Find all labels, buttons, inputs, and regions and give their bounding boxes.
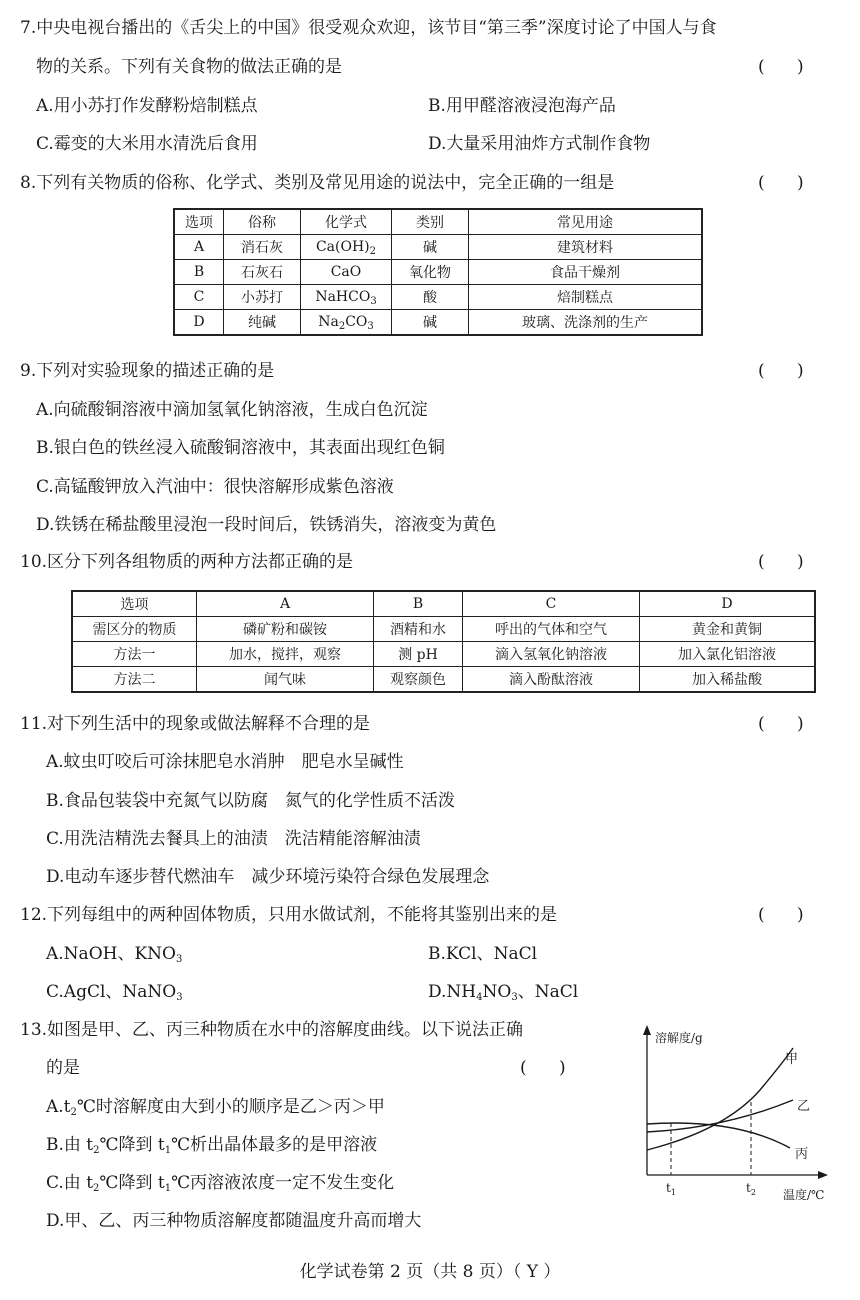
q10-table — [71, 590, 816, 693]
q12-option-d: $D.NH_4NO_3$、NaCl — [428, 982, 579, 1003]
table-cell: 碱 — [392, 235, 469, 260]
q7-stem-line2: 物的关系。下列有关食物的做法正确的是 — [36, 57, 342, 77]
table-header-cell: C — [463, 591, 640, 617]
table-cell: 磷矿粉和碳铵 — [197, 617, 374, 642]
table-row — [174, 310, 702, 336]
table-cell: 滴入氢氧化钠溶液 — [463, 642, 640, 667]
q7-answer-paren: ( ) — [758, 57, 804, 77]
q11-option-a: A.蚊虫叮咬后可涂抹肥皂水消肿 肥皂水呈碱性 — [46, 752, 404, 772]
table-header-cell: A — [197, 591, 374, 617]
table-cell: $Na_2CO_3$ — [301, 310, 392, 336]
solubility-graph — [625, 1020, 850, 1200]
table-cell: 氧化物 — [392, 260, 469, 285]
q11-option-b: B.食品包装袋中充氮气以防腐 氮气的化学性质不活泼 — [46, 791, 455, 811]
table-cell: 加入稀盐酸 — [640, 667, 816, 693]
x-axis-arrow — [818, 1171, 828, 1179]
q13-option-c: C.由 $t_2℃$降到 $t_1℃$丙溶液浓度一定不发生变化 — [46, 1173, 395, 1194]
q10-answer-paren: ( ) — [758, 552, 804, 572]
page-footer: 化学试卷第 2 页（共 8 页）（ Y ） — [299, 1262, 561, 1282]
table-header-cell: 化学式 — [301, 209, 392, 235]
t2-label: $t_2$ — [746, 1181, 756, 1197]
q11-option-d: D.电动车逐步替代燃油车 减少环境污染符合绿色发展理念 — [46, 867, 490, 887]
curve-label-jia: 甲 — [785, 1052, 799, 1067]
q13-stem-line2: 的是 — [46, 1058, 80, 1078]
table-header-cell: 俗称 — [224, 209, 301, 235]
table-row — [174, 260, 702, 285]
table-cell: 玻璃、洗涤剂的生产 — [469, 310, 703, 336]
x-axis-label: 温度/℃ — [783, 1188, 825, 1200]
table-cell: 滴入酚酞溶液 — [463, 667, 640, 693]
table-header-cell: B — [374, 591, 463, 617]
y-axis-arrow — [643, 1025, 651, 1035]
q12-option-a: A.NaOH、$KNO_3$ — [46, 944, 183, 965]
q13-option-d: D.甲、乙、丙三种物质溶解度都随温度升高而增大 — [46, 1211, 422, 1231]
table-row — [72, 642, 815, 667]
table-cell: 石灰石 — [224, 260, 301, 285]
table-cell: 加水，搅拌，观察 — [197, 642, 374, 667]
table-cell: C — [174, 285, 224, 310]
table-header-cell: 选项 — [174, 209, 224, 235]
table-cell: 测 pH — [374, 642, 463, 667]
table-cell: A — [174, 235, 224, 260]
curve-yi — [647, 1100, 793, 1132]
q8-answer-paren: ( ) — [758, 173, 804, 193]
q12-option-c: C.AgCl、NaNO$_3$ — [46, 982, 183, 1003]
table-cell: 黄金和黄铜 — [640, 617, 816, 642]
table-cell: $Ca(OH)_2$ — [301, 235, 392, 260]
table-cell: 建筑材料 — [469, 235, 703, 260]
y-axis-label: 溶解度/g — [655, 1031, 703, 1045]
table-cell: 加入氯化铝溶液 — [640, 642, 816, 667]
table-header-row — [72, 591, 815, 617]
table-cell: 纯碱 — [224, 310, 301, 336]
table-cell: 小苏打 — [224, 285, 301, 310]
table-cell: 焙制糕点 — [469, 285, 703, 310]
q9-stem: 9.下列对实验现象的描述正确的是 — [20, 361, 275, 381]
table-cell: 方法二 — [72, 667, 197, 693]
q8-stem: 8.下列有关物质的俗称、化学式、类别及常见用途的说法中，完全正确的一组是 — [20, 173, 615, 193]
q13-option-a: $A.t_2℃$时溶解度由大到小的顺序是乙＞丙＞甲 — [46, 1097, 385, 1118]
table-cell: NaHCO$_3$ — [301, 285, 392, 310]
table-cell: 需区分的物质 — [72, 617, 197, 642]
table-cell: 碱 — [392, 310, 469, 336]
q11-option-c: C.用洗洁精洗去餐具上的油渍 洗洁精能溶解油渍 — [46, 829, 421, 849]
q13-option-b: B.由 $t_2℃$降到 $t_1℃$析出晶体最多的是甲溶液 — [46, 1135, 378, 1156]
table-cell: 闻气味 — [197, 667, 374, 693]
table-cell: 消石灰 — [224, 235, 301, 260]
q7-option-d: D.大量采用油炸方式制作食物 — [428, 134, 651, 154]
q11-stem: 11.对下列生活中的现象或做法解释不合理的是 — [20, 714, 371, 734]
table-cell: D — [174, 310, 224, 336]
curve-label-yi: 乙 — [797, 1099, 811, 1114]
table-row — [72, 667, 815, 693]
q7-option-c: C.霉变的大米用水清洗后食用 — [36, 134, 258, 154]
table-cell: 呼出的气体和空气 — [463, 617, 640, 642]
table-header-row — [174, 209, 702, 235]
table-header-cell: D — [640, 591, 816, 617]
q12-option-b: B.KCl、NaCl — [428, 944, 538, 964]
q9-option-a: A.向硫酸铜溶液中滴加氢氧化钠溶液，生成白色沉淀 — [36, 400, 428, 420]
q8-table — [173, 208, 703, 336]
q7-option-b: B.用甲醛溶液浸泡海产品 — [428, 96, 616, 116]
table-cell: B — [174, 260, 224, 285]
q9-option-d: D.铁锈在稀盐酸里浸泡一段时间后，铁锈消失，溶液变为黄色 — [36, 515, 497, 535]
q11-answer-paren: ( ) — [758, 714, 804, 734]
table-cell: 方法一 — [72, 642, 197, 667]
table-cell: 观察颜色 — [374, 667, 463, 693]
table-row — [72, 617, 815, 642]
curve-label-bing: 丙 — [795, 1147, 809, 1162]
table-cell: 食品干燥剂 — [469, 260, 703, 285]
q12-stem: 12.下列每组中的两种固体物质，只用水做试剂，不能将其鉴别出来的是 — [20, 905, 558, 925]
q9-option-b: B.银白色的铁丝浸入硫酸铜溶液中，其表面出现红色铜 — [36, 438, 445, 458]
t1-label: $t_1$ — [666, 1181, 676, 1197]
q9-option-c: C.高锰酸钾放入汽油中：很快溶解形成紫色溶液 — [36, 477, 394, 497]
table-row — [174, 235, 702, 260]
q7-option-a: A.用小苏打作发酵粉焙制糕点 — [36, 96, 258, 116]
q7-stem-line1: 7.中央电视台播出的《舌尖上的中国》很受观众欢迎，该节目“第三季”深度讨论了中国人与食 — [20, 18, 717, 38]
q13-stem-line1: 13.如图是甲、乙、丙三种物质在水中的溶解度曲线。以下说法正确 — [20, 1020, 524, 1040]
table-header-cell: 常见用途 — [469, 209, 703, 235]
table-header-cell: 类别 — [392, 209, 469, 235]
q13-answer-paren: ( ) — [520, 1058, 566, 1078]
q9-answer-paren: ( ) — [758, 361, 804, 381]
curve-jia — [647, 1048, 793, 1150]
q10-stem: 10.区分下列各组物质的两种方法都正确的是 — [20, 552, 354, 572]
table-header-cell: 选项 — [72, 591, 197, 617]
table-row — [174, 285, 702, 310]
table-cell: 酒精和水 — [374, 617, 463, 642]
table-cell: 酸 — [392, 285, 469, 310]
table-cell: CaO — [301, 260, 392, 285]
q12-answer-paren: ( ) — [758, 905, 804, 925]
